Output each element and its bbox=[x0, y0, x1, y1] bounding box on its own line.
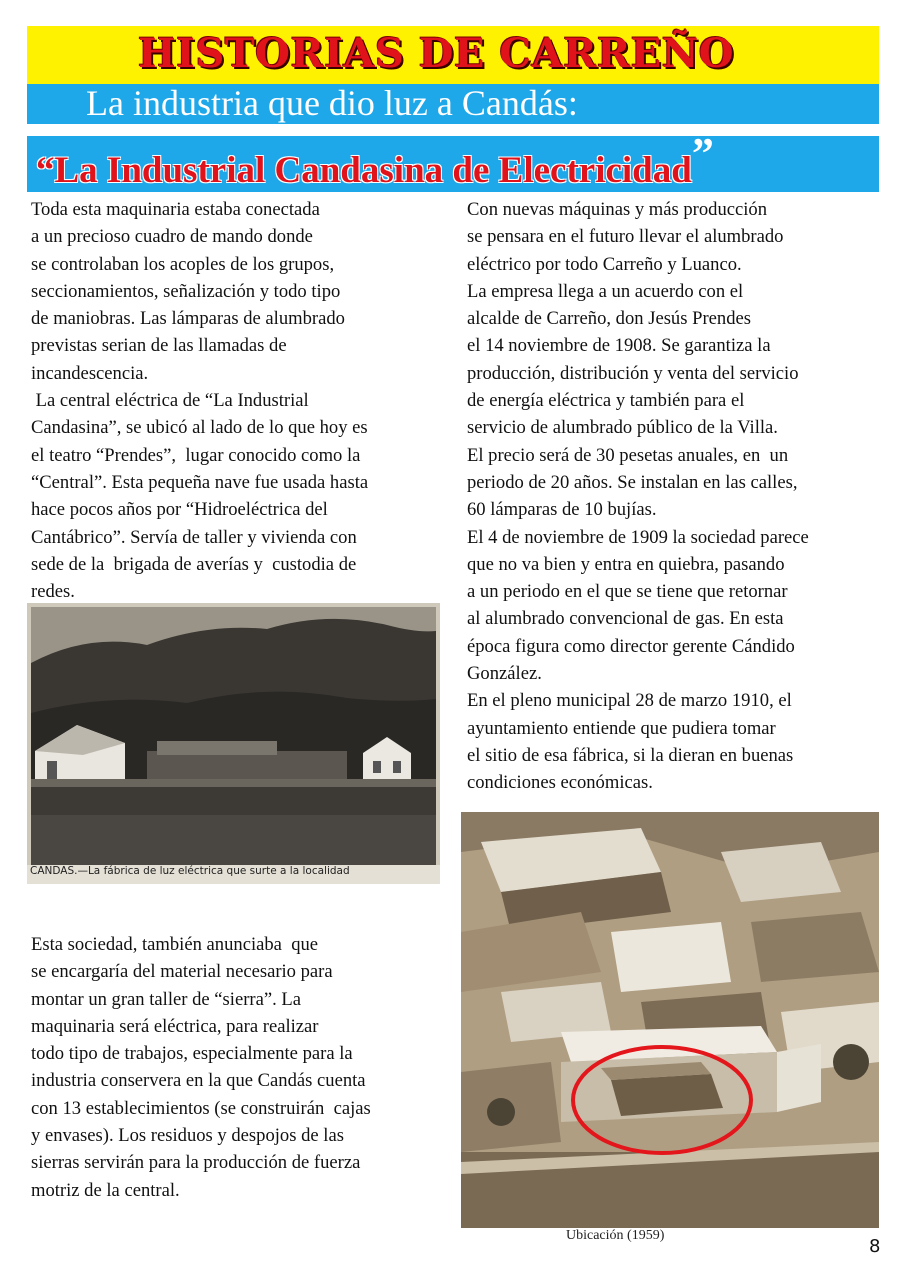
text-line: eléctrico por todo Carreño y Luanco. bbox=[467, 253, 742, 275]
text-line: el teatro “Prendes”, lugar conocido como la bbox=[31, 444, 361, 466]
text-line: incandescencia. bbox=[31, 362, 149, 384]
text-line: La empresa llega a un acuerdo con el bbox=[467, 280, 744, 302]
text-line: Cantábrico”. Servía de taller y vivienda con bbox=[31, 526, 357, 548]
aerial-photo-1959 bbox=[461, 812, 879, 1228]
text-line: industria conservera en la que Candás cuenta bbox=[31, 1070, 366, 1092]
text-line: Candasina”, se ubicó al lado de lo que hoy es bbox=[31, 417, 368, 439]
text-line: En el pleno municipal 28 de marzo 1910, el bbox=[467, 690, 792, 712]
text-line: se encargaría del material necesario para bbox=[31, 961, 333, 983]
text-line: Con nuevas máquinas y más producción bbox=[467, 199, 768, 220]
text-line: a un precioso cuadro de mando donde bbox=[31, 226, 313, 248]
text-line: seccionamientos, señalización y todo tipo bbox=[31, 280, 341, 302]
text-line: sede de la brigada de averías y custodia de bbox=[31, 553, 357, 575]
text-line: producción, distribución y venta del servicio bbox=[467, 362, 799, 384]
text-line: redes. bbox=[31, 581, 75, 603]
text-line: sierras servirán para la producción de fuerza bbox=[31, 1152, 361, 1174]
text-line: servicio de alumbrado público de la Villa. bbox=[467, 417, 778, 439]
text-line: montar un gran taller de “sierra”. La bbox=[31, 988, 301, 1010]
text-line: alcalde de Carreño, don Jesús Prendes bbox=[467, 308, 751, 330]
text-line: El precio será de 30 pesetas anuales, en un bbox=[467, 444, 789, 466]
headline bbox=[36, 129, 714, 193]
left-column-top-text bbox=[31, 196, 368, 605]
text-line: maquinaria será eléctrica, para realizar bbox=[31, 1015, 319, 1037]
text-line: condiciones económicas. bbox=[467, 772, 653, 794]
headline-close-quote: ” bbox=[691, 129, 714, 178]
text-line: “Central”. Esta pequeña nave fue usada hasta bbox=[31, 471, 369, 493]
text-line: La central eléctrica de “La Industrial bbox=[31, 390, 309, 412]
text-line: 60 lámparas de 10 bujías. bbox=[467, 499, 657, 521]
photo1-caption: CANDAS.—La fábrica de luz eléctrica que surte a la localidad bbox=[30, 865, 350, 877]
text-line: El 4 de noviembre de 1909 la sociedad parece bbox=[467, 526, 809, 548]
text-line: periodo de 20 años. Se instalan en las calles, bbox=[467, 471, 798, 493]
text-line: se controlaban los acoples de los grupos, bbox=[31, 253, 335, 275]
left-column-bottom-text bbox=[31, 931, 371, 1204]
text-line: motriz de la central. bbox=[31, 1179, 180, 1201]
text-line: y envases). Los residuos y despojos de las bbox=[31, 1125, 344, 1147]
text-line: todo tipo de trabajos, especialmente para la bbox=[31, 1043, 353, 1065]
text-line: Toda esta maquinaria estaba conectada bbox=[31, 199, 320, 220]
text-line: hace pocos años por “Hidroeléctrica del bbox=[31, 499, 328, 521]
text-line: el 14 noviembre de 1908. Se garantiza la bbox=[467, 335, 771, 357]
text-line: previstas serian de las llamadas de bbox=[31, 335, 287, 357]
headline-text: “La Industrial Candasina de Electricidad bbox=[36, 150, 692, 191]
text-line: de maniobras. Las lámparas de alumbrado bbox=[31, 308, 345, 330]
text-line: que no va bien y entra en quiebra, pasando bbox=[467, 553, 785, 575]
photo2-caption: Ubicación (1959) bbox=[566, 1228, 665, 1243]
factory-photo-1908 bbox=[27, 603, 440, 884]
text-line: con 13 establecimientos (se construirán cajas bbox=[31, 1097, 371, 1119]
text-line: de energía eléctrica y también para el bbox=[467, 390, 745, 412]
text-line: González. bbox=[467, 663, 542, 685]
text-line: a un periodo en el que se tiene que retornar bbox=[467, 581, 788, 603]
text-line: al alumbrado convencional de gas. En esta bbox=[467, 608, 784, 630]
text-line: Esta sociedad, también anunciaba que bbox=[31, 934, 319, 955]
subtitle: La industria que dio luz a Candás: bbox=[86, 83, 578, 123]
right-column-top-text bbox=[467, 196, 809, 797]
text-line: ayuntamiento entiende que pudiera tomar bbox=[467, 717, 776, 739]
text-line: el sitio de esa fábrica, si la dieran en buenas bbox=[467, 744, 794, 766]
text-line: se pensara en el futuro llevar el alumbrado bbox=[467, 226, 784, 248]
page-number: 8 bbox=[869, 1236, 881, 1257]
text-line: época figura como director gerente Cándido bbox=[467, 635, 795, 657]
series-title: HISTORIAS DE CARREÑO bbox=[138, 30, 735, 77]
